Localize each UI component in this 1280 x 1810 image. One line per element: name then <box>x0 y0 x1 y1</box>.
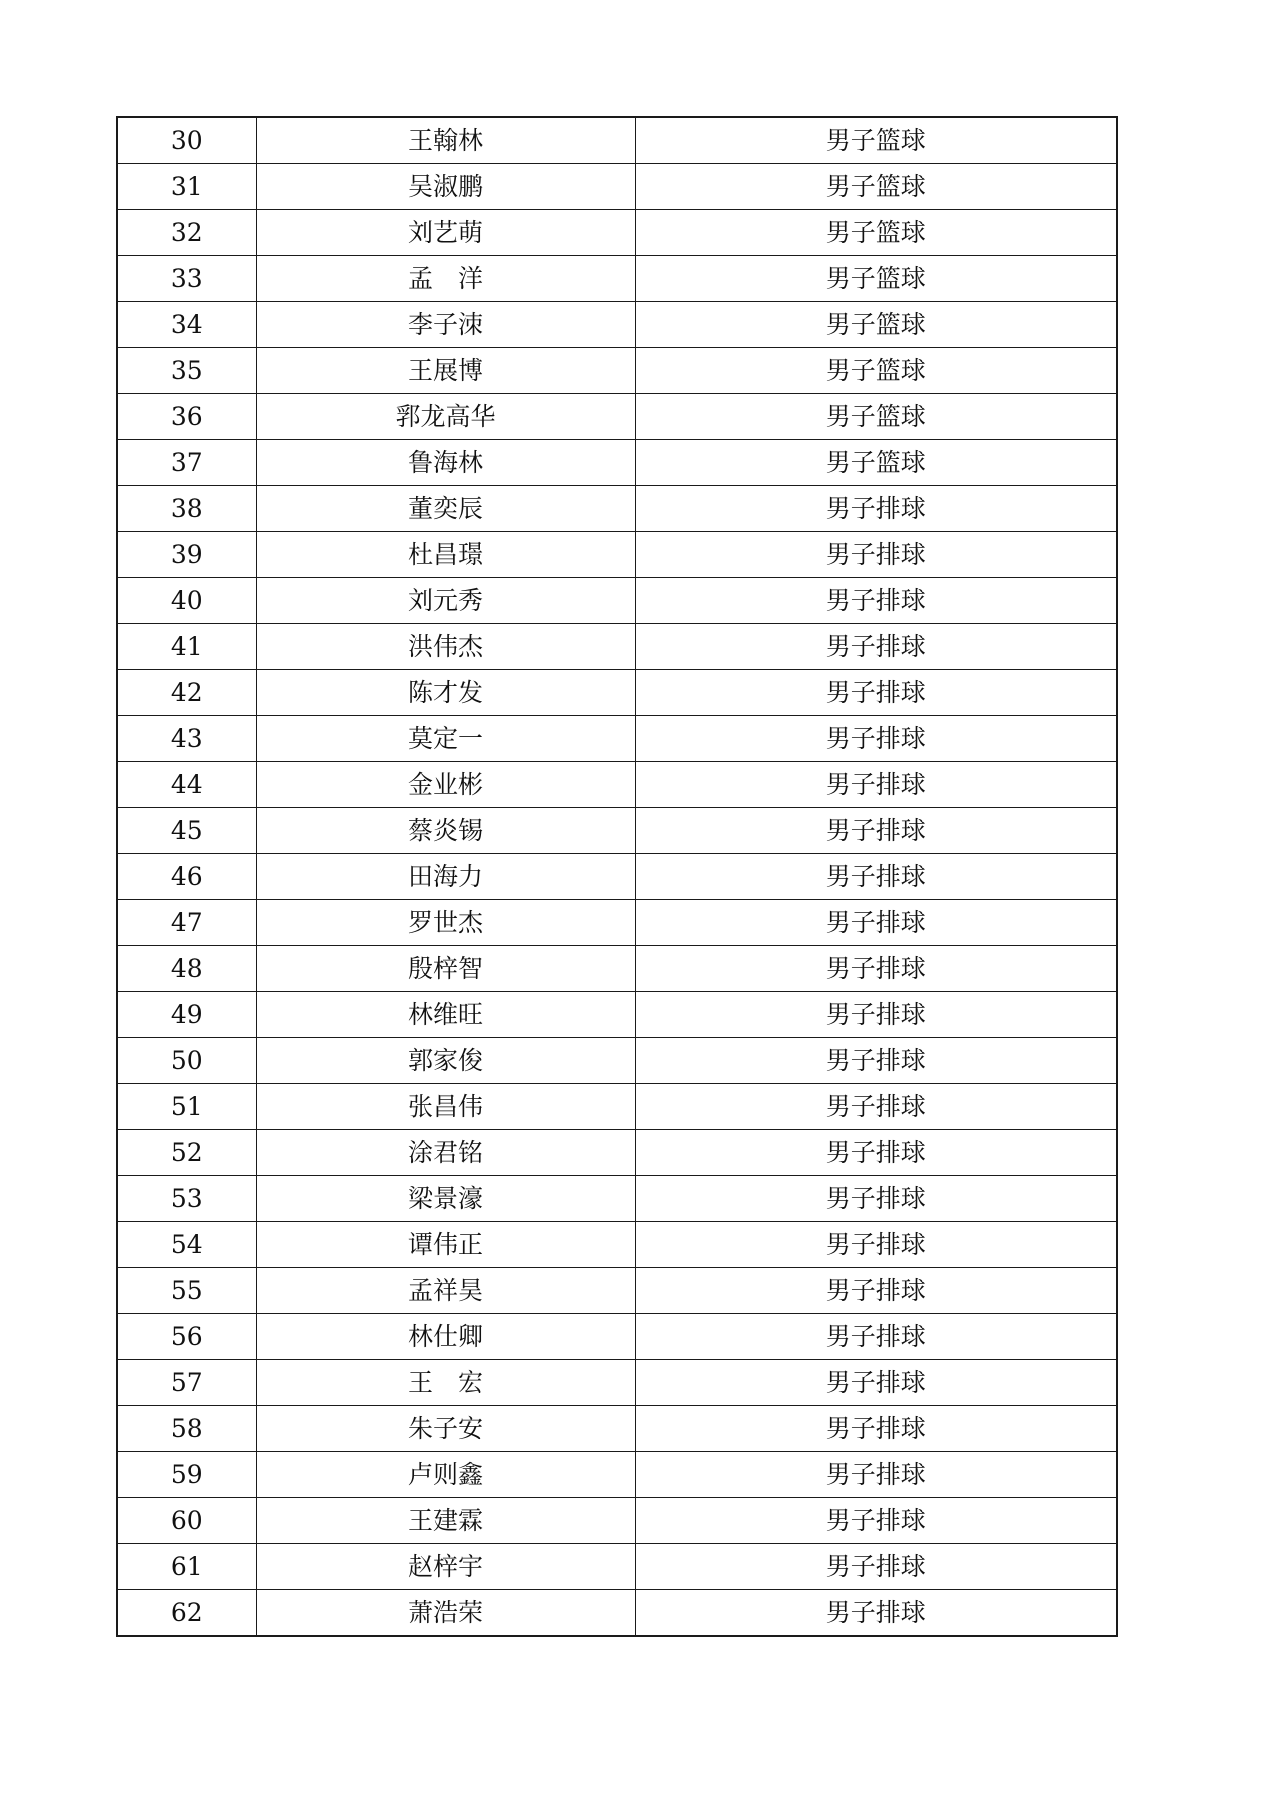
table-row <box>117 854 1117 900</box>
sport-cell: 男子排球 <box>635 1314 1117 1360</box>
table-row <box>117 486 1117 532</box>
table-row <box>117 1314 1117 1360</box>
sport-cell: 男子篮球 <box>635 164 1117 210</box>
athlete-name-cell: 郭家俊 <box>256 1038 635 1084</box>
athlete-name-cell: 陈才发 <box>256 670 635 716</box>
athlete-name-cell: 李子洓 <box>256 302 635 348</box>
table-row <box>117 1544 1117 1590</box>
athlete-name-cell: 金业彬 <box>256 762 635 808</box>
athlete-name-cell: 赵梓宇 <box>256 1544 635 1590</box>
athlete-name-cell: 刘元秀 <box>256 578 635 624</box>
athlete-name-cell: 郛龙高华 <box>256 394 635 440</box>
athlete-name-cell: 萧浩荣 <box>256 1590 635 1637</box>
row-number-cell: 56 <box>117 1314 256 1360</box>
table-row <box>117 348 1117 394</box>
sport-cell: 男子排球 <box>635 808 1117 854</box>
sport-cell: 男子排球 <box>635 1360 1117 1406</box>
athlete-name-cell: 吴淑鹏 <box>256 164 635 210</box>
sport-cell: 男子篮球 <box>635 302 1117 348</box>
athlete-name-cell: 杜昌璟 <box>256 532 635 578</box>
table-row <box>117 1406 1117 1452</box>
sport-cell: 男子篮球 <box>635 440 1117 486</box>
athlete-name-cell: 王翰林 <box>256 117 635 164</box>
table-row <box>117 762 1117 808</box>
athlete-name-cell: 朱子安 <box>256 1406 635 1452</box>
sport-cell: 男子排球 <box>635 1452 1117 1498</box>
sport-cell: 男子排球 <box>635 992 1117 1038</box>
row-number-cell: 39 <box>117 532 256 578</box>
athlete-name-cell: 鲁海林 <box>256 440 635 486</box>
row-number-cell: 32 <box>117 210 256 256</box>
table-row <box>117 440 1117 486</box>
table-row <box>117 1222 1117 1268</box>
row-number-cell: 62 <box>117 1590 256 1637</box>
athlete-name-cell: 刘艺萌 <box>256 210 635 256</box>
sport-cell: 男子排球 <box>635 578 1117 624</box>
athlete-name-cell: 涂君铭 <box>256 1130 635 1176</box>
athlete-name-cell: 田海力 <box>256 854 635 900</box>
table-row <box>117 1360 1117 1406</box>
row-number-cell: 61 <box>117 1544 256 1590</box>
athlete-name-cell: 林仕卿 <box>256 1314 635 1360</box>
athlete-name-cell: 梁景濠 <box>256 1176 635 1222</box>
athlete-name-cell: 孟祥昊 <box>256 1268 635 1314</box>
row-number-cell: 45 <box>117 808 256 854</box>
athlete-name-cell: 洪伟杰 <box>256 624 635 670</box>
sport-cell: 男子篮球 <box>635 348 1117 394</box>
athlete-name-cell: 林维旺 <box>256 992 635 1038</box>
roster-table <box>116 116 1118 1637</box>
sport-cell: 男子排球 <box>635 1176 1117 1222</box>
athlete-name-cell: 卢则鑫 <box>256 1452 635 1498</box>
table-row <box>117 578 1117 624</box>
sport-cell: 男子排球 <box>635 1130 1117 1176</box>
row-number-cell: 57 <box>117 1360 256 1406</box>
table-row <box>117 1268 1117 1314</box>
athlete-name-cell: 罗世杰 <box>256 900 635 946</box>
sport-cell: 男子排球 <box>635 624 1117 670</box>
sport-cell: 男子排球 <box>635 900 1117 946</box>
row-number-cell: 55 <box>117 1268 256 1314</box>
row-number-cell: 35 <box>117 348 256 394</box>
row-number-cell: 41 <box>117 624 256 670</box>
table-row <box>117 1498 1117 1544</box>
sport-cell: 男子排球 <box>635 670 1117 716</box>
roster-table-body <box>117 117 1117 1636</box>
sport-cell: 男子排球 <box>635 1268 1117 1314</box>
table-row <box>117 670 1117 716</box>
table-row <box>117 256 1117 302</box>
athlete-name-cell: 谭伟正 <box>256 1222 635 1268</box>
row-number-cell: 31 <box>117 164 256 210</box>
table-row <box>117 716 1117 762</box>
row-number-cell: 36 <box>117 394 256 440</box>
row-number-cell: 47 <box>117 900 256 946</box>
row-number-cell: 40 <box>117 578 256 624</box>
athlete-name-cell: 蔡炎锡 <box>256 808 635 854</box>
table-row <box>117 164 1117 210</box>
sport-cell: 男子篮球 <box>635 394 1117 440</box>
table-row <box>117 1590 1117 1637</box>
athlete-name-cell: 王 宏 <box>256 1360 635 1406</box>
row-number-cell: 59 <box>117 1452 256 1498</box>
sport-cell: 男子排球 <box>635 716 1117 762</box>
row-number-cell: 51 <box>117 1084 256 1130</box>
sport-cell: 男子篮球 <box>635 210 1117 256</box>
row-number-cell: 37 <box>117 440 256 486</box>
row-number-cell: 48 <box>117 946 256 992</box>
sport-cell: 男子排球 <box>635 946 1117 992</box>
row-number-cell: 46 <box>117 854 256 900</box>
row-number-cell: 38 <box>117 486 256 532</box>
sport-cell: 男子排球 <box>635 762 1117 808</box>
row-number-cell: 52 <box>117 1130 256 1176</box>
table-row <box>117 1130 1117 1176</box>
table-row <box>117 1176 1117 1222</box>
row-number-cell: 30 <box>117 117 256 164</box>
row-number-cell: 34 <box>117 302 256 348</box>
table-row <box>117 1038 1117 1084</box>
table-row <box>117 900 1117 946</box>
row-number-cell: 44 <box>117 762 256 808</box>
sport-cell: 男子排球 <box>635 486 1117 532</box>
sport-cell: 男子排球 <box>635 1406 1117 1452</box>
athlete-name-cell: 董奕辰 <box>256 486 635 532</box>
row-number-cell: 53 <box>117 1176 256 1222</box>
athlete-name-cell: 殷梓智 <box>256 946 635 992</box>
row-number-cell: 43 <box>117 716 256 762</box>
table-row <box>117 992 1117 1038</box>
row-number-cell: 49 <box>117 992 256 1038</box>
sport-cell: 男子篮球 <box>635 117 1117 164</box>
sport-cell: 男子排球 <box>635 1038 1117 1084</box>
athlete-name-cell: 张昌伟 <box>256 1084 635 1130</box>
table-row <box>117 1084 1117 1130</box>
athlete-name-cell: 王建霖 <box>256 1498 635 1544</box>
table-row <box>117 532 1117 578</box>
sport-cell: 男子篮球 <box>635 256 1117 302</box>
sport-cell: 男子排球 <box>635 1084 1117 1130</box>
athlete-name-cell: 王展博 <box>256 348 635 394</box>
athlete-name-cell: 莫定一 <box>256 716 635 762</box>
table-row <box>117 394 1117 440</box>
row-number-cell: 54 <box>117 1222 256 1268</box>
sport-cell: 男子排球 <box>635 532 1117 578</box>
table-row <box>117 946 1117 992</box>
row-number-cell: 60 <box>117 1498 256 1544</box>
sport-cell: 男子排球 <box>635 1590 1117 1637</box>
row-number-cell: 50 <box>117 1038 256 1084</box>
row-number-cell: 33 <box>117 256 256 302</box>
row-number-cell: 42 <box>117 670 256 716</box>
sport-cell: 男子排球 <box>635 1222 1117 1268</box>
table-row <box>117 808 1117 854</box>
table-row <box>117 302 1117 348</box>
sport-cell: 男子排球 <box>635 1498 1117 1544</box>
sport-cell: 男子排球 <box>635 854 1117 900</box>
table-row <box>117 1452 1117 1498</box>
table-row <box>117 624 1117 670</box>
table-row <box>117 117 1117 164</box>
sport-cell: 男子排球 <box>635 1544 1117 1590</box>
athlete-name-cell: 孟 洋 <box>256 256 635 302</box>
row-number-cell: 58 <box>117 1406 256 1452</box>
table-row <box>117 210 1117 256</box>
